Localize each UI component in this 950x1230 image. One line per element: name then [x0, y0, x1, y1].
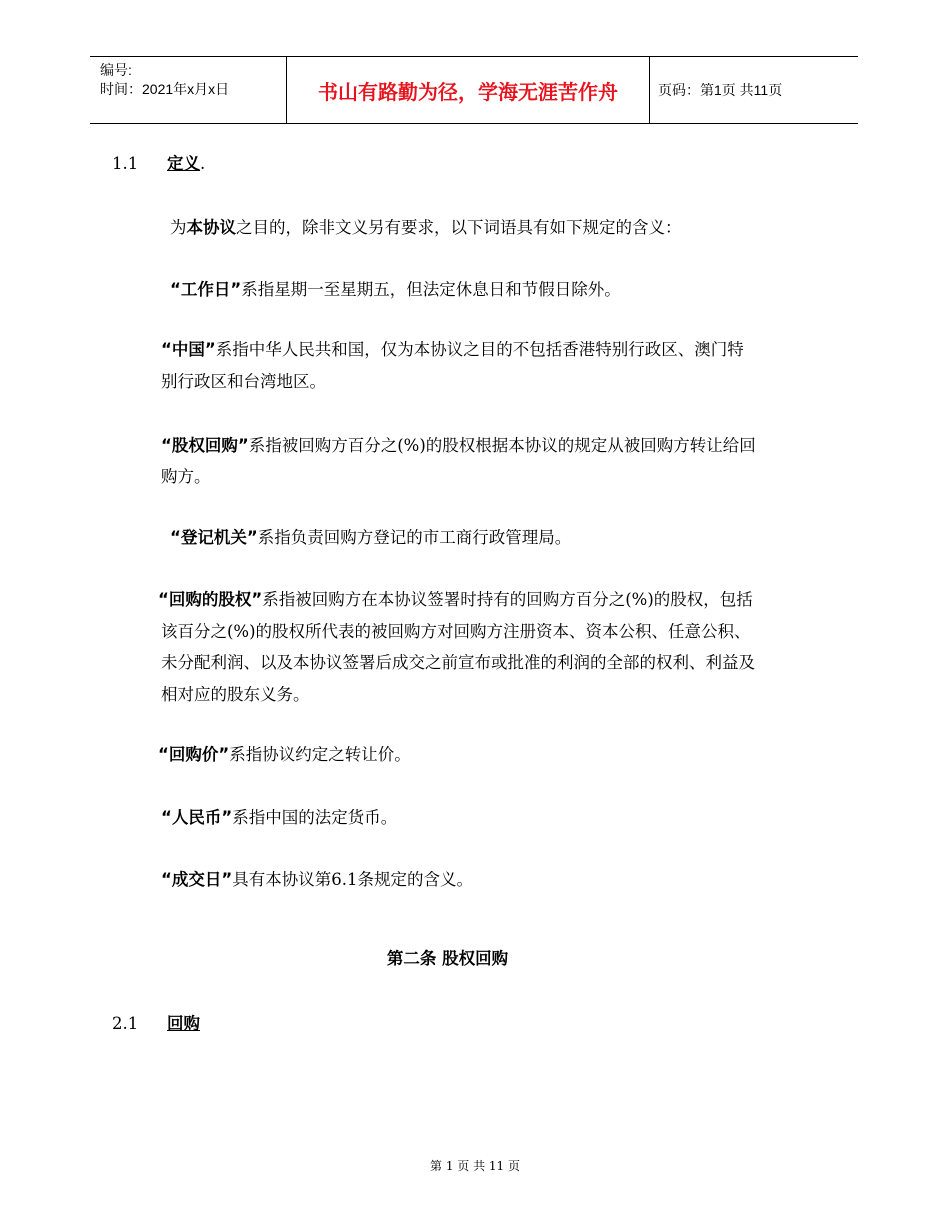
header-page-label: 页码：第1页 共11页	[658, 82, 783, 98]
intro-pre: 为	[170, 218, 187, 237]
header-meta	[100, 61, 229, 99]
definition-text: 购方。	[161, 467, 211, 486]
definition-term: “人民币”	[161, 808, 233, 827]
definition-term: “回购的股权”	[158, 590, 263, 609]
definition-text: 系指被回购方在本协议签署时持有的回购方百分之(%)的股权，包括	[262, 590, 753, 609]
definition-text: 系指中华人民共和国，仅为本协议之目的不包括香港特别行政区、澳门特	[215, 340, 744, 359]
page-footer: 第 1 页 共 11 页	[430, 1159, 520, 1173]
section-number: 1.1	[112, 154, 139, 173]
definition-term: “成交日”	[161, 870, 233, 889]
section-heading	[167, 150, 205, 178]
definition-text: 具有本协议第6.1条规定的含义。	[232, 870, 473, 889]
definition-text: 系指中国的法定货币。	[232, 808, 398, 827]
definition-paragraph	[158, 741, 411, 769]
definition-paragraph	[161, 432, 756, 460]
document-number-label: 编号:	[100, 62, 132, 78]
definition-paragraph	[170, 524, 571, 552]
definition-text: 系指负责回购方登记的市工商行政管理局。	[257, 528, 572, 547]
article-heading: 第二条 股权回购	[386, 949, 509, 968]
definition-term: “工作日”	[170, 280, 242, 299]
intro-term: 本协议	[186, 218, 236, 237]
definition-paragraph	[170, 276, 621, 304]
definition-text: 系指协议约定之转让价。	[229, 745, 411, 764]
definition-paragraph	[161, 866, 473, 894]
definition-text: 系指星期一至星期五，但法定休息日和节假日除外。	[241, 280, 621, 299]
header-motto: 书山有路勤为径，学海无涯苦作舟	[318, 81, 618, 104]
definition-paragraph	[158, 586, 753, 614]
section-title: 定义	[167, 154, 200, 173]
page-header	[90, 56, 858, 124]
definition-text: 别行政区和台湾地区。	[161, 372, 326, 391]
section-number: 2.1	[112, 1014, 139, 1033]
definition-text: 未分配利润、以及本协议签署后成交之前宣布或批准的利润的全部的权利、利益及	[161, 653, 755, 672]
intro-text: 之目的，除非文义另有要求，以下词语具有如下规定的含义：	[236, 218, 682, 237]
intro-paragraph	[170, 214, 682, 242]
definition-term: “登记机关”	[170, 528, 258, 547]
definition-term: “回购价”	[158, 745, 230, 764]
document-time-label: 时间：2021年x月x日	[100, 81, 230, 97]
definition-text: 相对应的股东义务。	[161, 685, 310, 704]
definition-term: “股权回购”	[161, 436, 249, 455]
definition-paragraph	[161, 336, 744, 364]
definition-paragraph	[161, 804, 397, 832]
definition-text: 该百分之(%)的股权所代表的被回购方对回购方注册资本、资本公积、任意公积、	[161, 622, 751, 641]
header-divider	[649, 57, 650, 123]
section-title-dot: .	[200, 154, 206, 173]
definition-text: 系指被回购方百分之(%)的股权根据本协议的规定从被回购方转让给回	[248, 436, 756, 455]
section-title: 回购	[167, 1014, 200, 1033]
definition-term: “中国”	[161, 340, 216, 359]
